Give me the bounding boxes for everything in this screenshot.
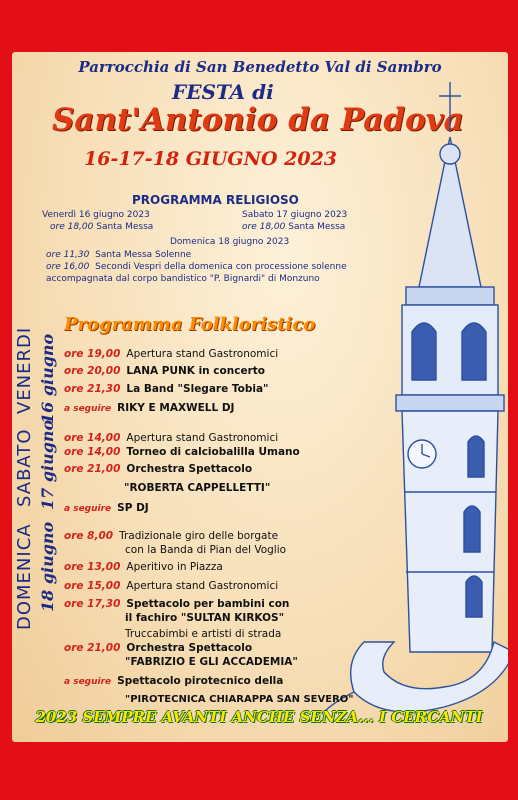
festival-dates: 16-17-18 GIUGNO 2023	[84, 148, 338, 170]
sun-row-1-text: Tradizionale giro delle borgate	[119, 530, 279, 542]
bell-tower-icon	[324, 82, 508, 712]
sun-row-4	[64, 580, 278, 592]
saturday-label: SABATO	[14, 428, 35, 507]
sat-row-4	[124, 482, 270, 494]
sun-line1	[46, 250, 191, 260]
sun-day: Domenica 18 giugno 2023	[170, 237, 290, 247]
sun-row-9-text: "FABRIZIO E GLI ACCADEMIA"	[125, 656, 298, 668]
friday-label: VENERDI	[14, 326, 35, 414]
religious-title: PROGRAMMA RELIGIOSO	[132, 193, 299, 207]
sunday-label: DOMENICA	[14, 523, 35, 630]
bottom-banner: 2023 SEMPRE AVANTI ANCHE SENZA... I CERCANTI	[35, 708, 483, 726]
fri-row-4	[64, 402, 234, 414]
sat-time-value: ore 18,00	[242, 222, 286, 232]
sat-row-5-time: a seguire	[64, 504, 112, 514]
sun-row-5	[64, 598, 289, 610]
fri-row-2-text: LANA PUNK in concerto	[126, 365, 265, 377]
fri-row-3-text: La Band "Slegare Tobia"	[126, 383, 269, 395]
fri-day: Venerdì 16 giugno 2023	[42, 210, 150, 220]
fri-time-value: ore 18,00	[50, 222, 94, 232]
sat-time	[242, 222, 345, 232]
sun-row-6	[125, 612, 284, 624]
parchment-panel	[12, 52, 508, 742]
fri-row-2-time: ore 20,00	[64, 365, 121, 377]
sun-row-1	[64, 530, 278, 542]
fri-row-3	[64, 383, 269, 395]
sat-row-3-time: ore 21,00	[64, 463, 121, 475]
sun-row-1-time: ore 8,00	[64, 530, 114, 542]
sun-row-5-text: Spettacolo per bambini con	[126, 598, 290, 610]
sat-row-3-text: Orchestra Spettacolo	[126, 463, 253, 475]
sun-row-2	[125, 544, 286, 556]
sat-row-1-time: ore 14,00	[64, 432, 121, 444]
sat-row-1	[64, 432, 278, 444]
sun-row-4-time: ore 15,00	[64, 580, 121, 592]
folk-title: Programma Folkloristico	[64, 314, 316, 335]
sat-row-4-text: "ROBERTA CAPPELLETTI"	[124, 482, 271, 494]
sun-row-10-time: a seguire	[64, 677, 112, 687]
sun-row-2-text: con la Banda di Pian del Voglio	[125, 544, 287, 556]
sun-time2: ore 16,00	[46, 262, 90, 272]
friday-date: 16 giugno	[38, 333, 57, 424]
sun-row-8	[64, 642, 252, 654]
sun-line3: accompagnata dal corpo bandistico "P. Bignardi" di Monzuno	[46, 274, 320, 284]
fri-row-4-time: a seguire	[64, 404, 112, 414]
sun-row-10	[64, 675, 283, 687]
sat-day: Sabato 17 giugno 2023	[242, 210, 348, 220]
sat-row-5-text: SP DJ	[117, 502, 149, 514]
festa-title: FESTA di	[172, 80, 274, 104]
saint-title: Sant'Antonio da Padova	[52, 102, 464, 138]
sunday-date: 18 giugno	[38, 521, 57, 612]
saturday-date: 17 giugno	[38, 419, 57, 510]
sat-event: Santa Messa	[288, 222, 346, 232]
sun-row-11	[125, 694, 353, 705]
sun-row-3-time: ore 13,00	[64, 561, 121, 573]
sat-row-5	[64, 502, 149, 514]
sun-line2	[46, 262, 347, 272]
sun-row-8-text: Orchestra Spettacolo	[126, 642, 253, 654]
sat-row-1-text: Apertura stand Gastronomici	[126, 432, 279, 444]
sun-row-10-text: Spettacolo pirotecnico della	[117, 675, 284, 687]
sun-row-3-text: Aperitivo in Piazza	[126, 561, 223, 573]
fri-row-1-text: Apertura stand Gastronomici	[126, 348, 279, 360]
sun-row-5-time: ore 17,30	[64, 598, 121, 610]
sun-row-7-text: Truccabimbi e artisti di strada	[125, 628, 282, 640]
fri-row-1-time: ore 19,00	[64, 348, 121, 360]
sun-row-9	[125, 656, 298, 668]
fri-event: Santa Messa	[96, 222, 154, 232]
sun-row-3	[64, 561, 223, 573]
sun-row-8-time: ore 21,00	[64, 642, 121, 654]
sat-row-2-time: ore 14,00	[64, 446, 121, 458]
fri-time	[50, 222, 153, 232]
fri-row-1	[64, 348, 278, 360]
sun-row-6-text: il fachiro "SULTAN KIRKOS"	[125, 612, 285, 624]
sun-row-7	[125, 628, 281, 640]
sun-row-4-text: Apertura stand Gastronomici	[126, 580, 279, 592]
sun-time1: ore 11,30	[46, 250, 90, 260]
parish-title: Parrocchia di San Benedetto Val di Sambro	[78, 58, 442, 76]
sun-row-11-text: "PIROTECNICA CHIARAPPA SAN SEVERO"	[125, 694, 354, 705]
sun-event2: Secondi Vespri della domenica con processione solenne	[95, 262, 347, 272]
fri-row-2	[64, 365, 265, 377]
sun-event1: Santa Messa Solenne	[95, 250, 192, 260]
sat-row-2-text: Torneo di calciobalilla Umano	[126, 446, 300, 458]
fri-row-4-text: RIKY E MAXWELL DJ	[117, 402, 235, 414]
fri-row-3-time: ore 21,30	[64, 383, 121, 395]
sat-row-3	[64, 463, 252, 475]
sat-row-2	[64, 446, 300, 458]
